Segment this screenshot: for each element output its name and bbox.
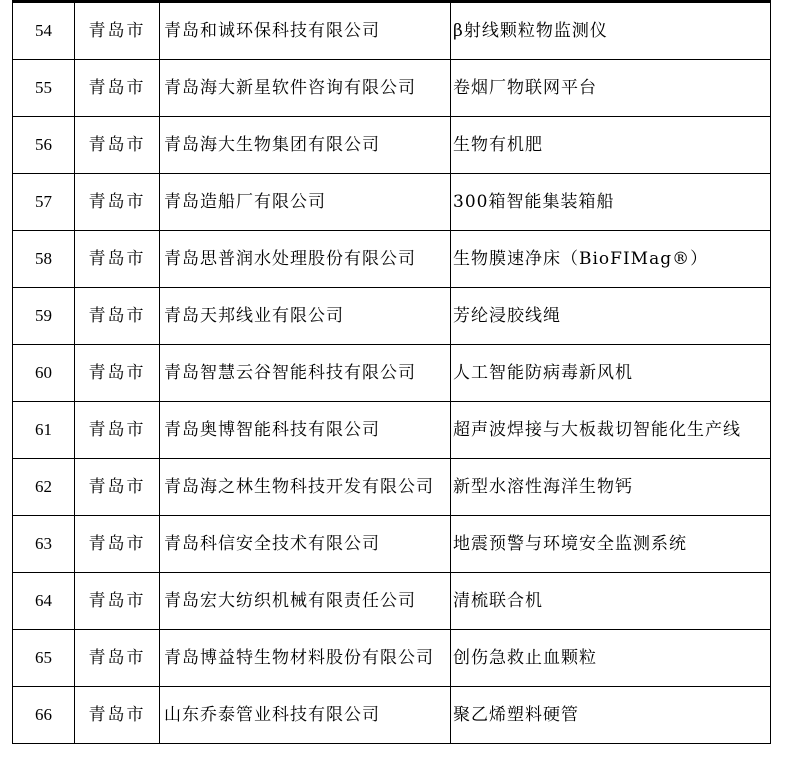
row-product: 超声波焊接与大板裁切智能化生产线 bbox=[451, 402, 771, 459]
row-number: 62 bbox=[13, 459, 75, 516]
row-company: 青岛海大生物集团有限公司 bbox=[160, 117, 451, 174]
row-city: 青岛市 bbox=[75, 687, 160, 744]
table-row bbox=[13, 60, 771, 117]
row-city: 青岛市 bbox=[75, 516, 160, 573]
row-number: 64 bbox=[13, 573, 75, 630]
table-row bbox=[13, 174, 771, 231]
row-city: 青岛市 bbox=[75, 288, 160, 345]
table-row bbox=[13, 231, 771, 288]
row-city: 青岛市 bbox=[75, 60, 160, 117]
row-city: 青岛市 bbox=[75, 3, 160, 60]
row-company: 青岛海大新星软件咨询有限公司 bbox=[160, 60, 451, 117]
row-product: 300箱智能集装箱船 bbox=[451, 174, 771, 231]
row-number: 65 bbox=[13, 630, 75, 687]
table-row bbox=[13, 630, 771, 687]
row-product: 聚乙烯塑料硬管 bbox=[451, 687, 771, 744]
row-city: 青岛市 bbox=[75, 345, 160, 402]
table-row bbox=[13, 516, 771, 573]
row-city: 青岛市 bbox=[75, 402, 160, 459]
row-number: 63 bbox=[13, 516, 75, 573]
table-row bbox=[13, 117, 771, 174]
row-company: 青岛海之林生物科技开发有限公司 bbox=[160, 459, 451, 516]
row-product: 地震预警与环境安全监测系统 bbox=[451, 516, 771, 573]
row-company: 青岛思普润水处理股份有限公司 bbox=[160, 231, 451, 288]
row-city: 青岛市 bbox=[75, 459, 160, 516]
row-product: 卷烟厂物联网平台 bbox=[451, 60, 771, 117]
row-product: 创伤急救止血颗粒 bbox=[451, 630, 771, 687]
row-company: 青岛博益特生物材料股份有限公司 bbox=[160, 630, 451, 687]
row-company: 青岛奥博智能科技有限公司 bbox=[160, 402, 451, 459]
row-product: β射线颗粒物监测仪 bbox=[451, 3, 771, 60]
table-row bbox=[13, 573, 771, 630]
row-number: 66 bbox=[13, 687, 75, 744]
row-product: 生物有机肥 bbox=[451, 117, 771, 174]
enterprise-product-table bbox=[12, 2, 771, 744]
row-number: 60 bbox=[13, 345, 75, 402]
table-row bbox=[13, 288, 771, 345]
row-company: 青岛和诚环保科技有限公司 bbox=[160, 3, 451, 60]
table-row bbox=[13, 687, 771, 744]
row-company: 青岛科信安全技术有限公司 bbox=[160, 516, 451, 573]
row-product: 新型水溶性海洋生物钙 bbox=[451, 459, 771, 516]
row-number: 56 bbox=[13, 117, 75, 174]
row-city: 青岛市 bbox=[75, 174, 160, 231]
row-product: 人工智能防病毒新风机 bbox=[451, 345, 771, 402]
row-city: 青岛市 bbox=[75, 231, 160, 288]
row-number: 59 bbox=[13, 288, 75, 345]
row-city: 青岛市 bbox=[75, 630, 160, 687]
row-number: 58 bbox=[13, 231, 75, 288]
row-product: 芳纶浸胶线绳 bbox=[451, 288, 771, 345]
row-number: 54 bbox=[13, 3, 75, 60]
table-row bbox=[13, 345, 771, 402]
row-company: 青岛天邦线业有限公司 bbox=[160, 288, 451, 345]
row-number: 57 bbox=[13, 174, 75, 231]
row-product: 生物膜速净床（BioFIMag®） bbox=[451, 231, 771, 288]
row-city: 青岛市 bbox=[75, 117, 160, 174]
row-company: 青岛宏大纺织机械有限责任公司 bbox=[160, 573, 451, 630]
table-row bbox=[13, 459, 771, 516]
row-number: 55 bbox=[13, 60, 75, 117]
row-city: 青岛市 bbox=[75, 573, 160, 630]
table-row bbox=[13, 3, 771, 60]
table-row bbox=[13, 402, 771, 459]
row-number: 61 bbox=[13, 402, 75, 459]
row-company: 山东乔泰管业科技有限公司 bbox=[160, 687, 451, 744]
row-company: 青岛智慧云谷智能科技有限公司 bbox=[160, 345, 451, 402]
row-product: 清梳联合机 bbox=[451, 573, 771, 630]
row-company: 青岛造船厂有限公司 bbox=[160, 174, 451, 231]
